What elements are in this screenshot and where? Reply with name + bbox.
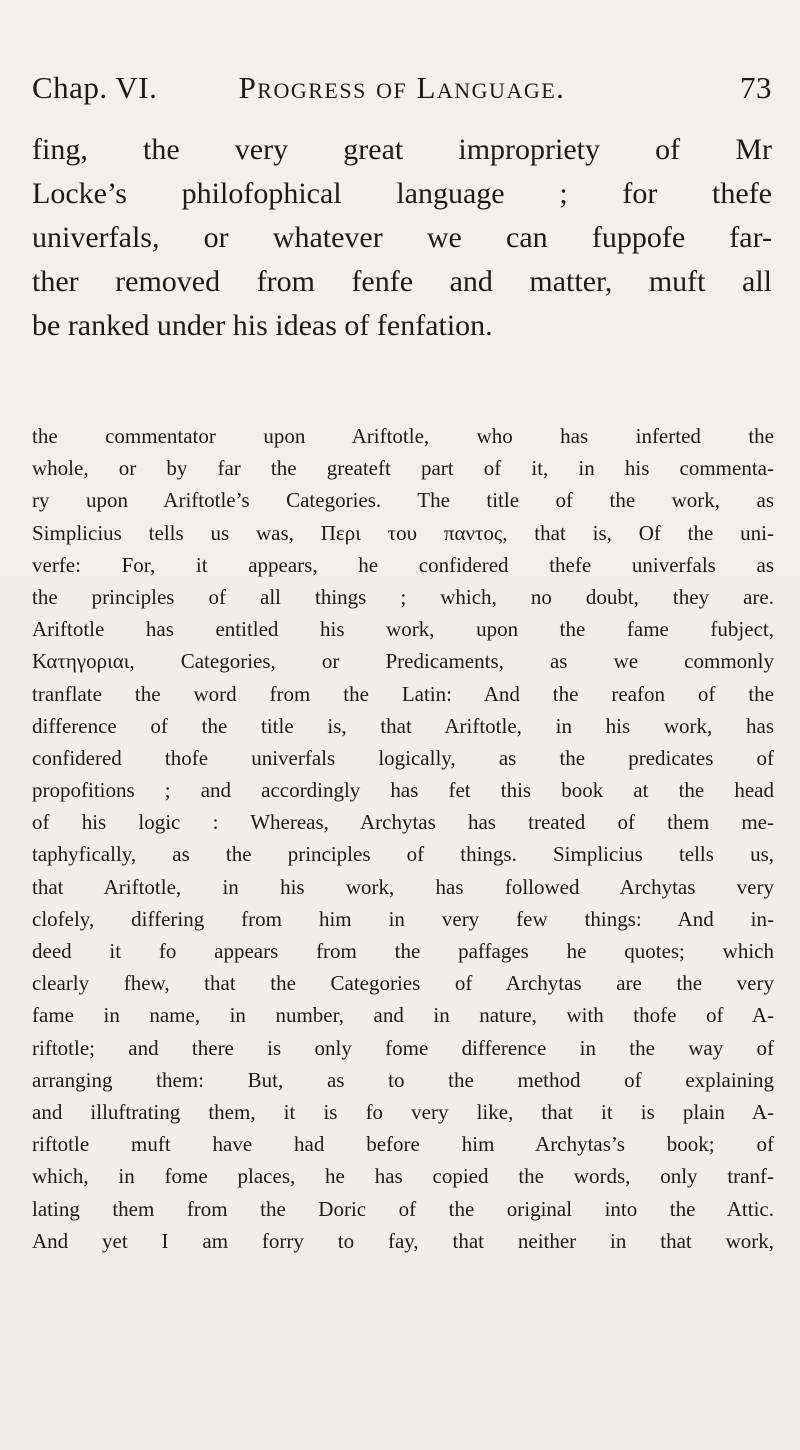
footnote-line: Κατηγοριαι, Categories, or Predicaments, as we commonly bbox=[32, 649, 774, 674]
footnote-line: difference of the title is, that Ariftotle, in his work, has bbox=[32, 713, 774, 738]
footnote-line: taphyfically, as the principles of things. Simplicius tells us, bbox=[32, 842, 774, 867]
footnote-block bbox=[32, 420, 774, 1257]
footnote-line: arranging them: But, as to the method of explaining bbox=[32, 1067, 774, 1092]
running-title: Progress of Language. bbox=[238, 70, 566, 105]
large-text-block bbox=[32, 128, 772, 348]
footnote-line: verfe: For, it appears, he confidered thefe univerfals as bbox=[32, 552, 774, 577]
footnote-line: clearly fhew, that the Categories of Archytas are the very bbox=[32, 971, 774, 996]
footnote-line: which, in fome places, he has copied the words, only tranf- bbox=[32, 1164, 774, 1189]
footnote-line: deed it fo appears from the paffages he quotes; which bbox=[32, 939, 774, 963]
footnote-line: of his logic : Whereas, Archytas has treated of them me- bbox=[32, 810, 774, 835]
text-line: univerfals, or whatever we can fuppofe far- bbox=[32, 221, 772, 254]
footnote-line: Simplicius tells us was, Περι του παντος, that is, Of the uni- bbox=[32, 520, 774, 545]
footnote-line: propofitions ; and accordingly has fet this book at the head bbox=[32, 778, 774, 803]
text-line: fing, the very great impropriety of Mr bbox=[32, 133, 772, 166]
footnote-line: riftotle muft have had before him Archytas’s book; of bbox=[32, 1132, 774, 1157]
footnote-line: ry upon Ariftotle’s Categories. The title of the work, as bbox=[32, 488, 774, 513]
footnote-line: fame in name, in number, and in nature, with thofe of A- bbox=[32, 1003, 774, 1028]
footnote-line: the principles of all things ; which, no doubt, they are. bbox=[32, 584, 774, 609]
text-line: be ranked under his ideas of fenfation. bbox=[32, 309, 493, 342]
footnote-line: lating them from the Doric of the original into the Attic. bbox=[32, 1196, 774, 1221]
text-line: Locke’s philofophical language ; for thefe bbox=[32, 177, 772, 210]
footnote-line: confidered thofe univerfals logically, as the predicates of bbox=[32, 745, 774, 770]
footnote-line: and illuftrating them, it is fo very like, that it is plain A- bbox=[32, 1099, 774, 1124]
running-head bbox=[32, 70, 772, 116]
footnote-line: And yet I am forry to fay, that neither in that work, bbox=[32, 1228, 774, 1253]
footnote-line: clofely, differing from him in very few things: And in- bbox=[32, 906, 774, 931]
footnote-line: Ariftotle has entitled his work, upon the fame fubject, bbox=[32, 617, 774, 642]
footnote-line: whole, or by far the greateft part of it, in his commenta- bbox=[32, 456, 774, 481]
chapter-label: Chap. VI. bbox=[32, 70, 158, 105]
footnote-line: riftotle; and there is only fome difference in the way of bbox=[32, 1035, 774, 1060]
footnote-line: tranflate the word from the Latin: And the reafon of the bbox=[32, 681, 774, 706]
footnote-line: the commentator upon Ariftotle, who has inferted the bbox=[32, 424, 774, 448]
page-number: 73 bbox=[740, 70, 772, 105]
footnote-line: that Ariftotle, in his work, has followed Archytas very bbox=[32, 874, 774, 899]
text-line: ther removed from fenfe and matter, muft all bbox=[32, 265, 772, 298]
